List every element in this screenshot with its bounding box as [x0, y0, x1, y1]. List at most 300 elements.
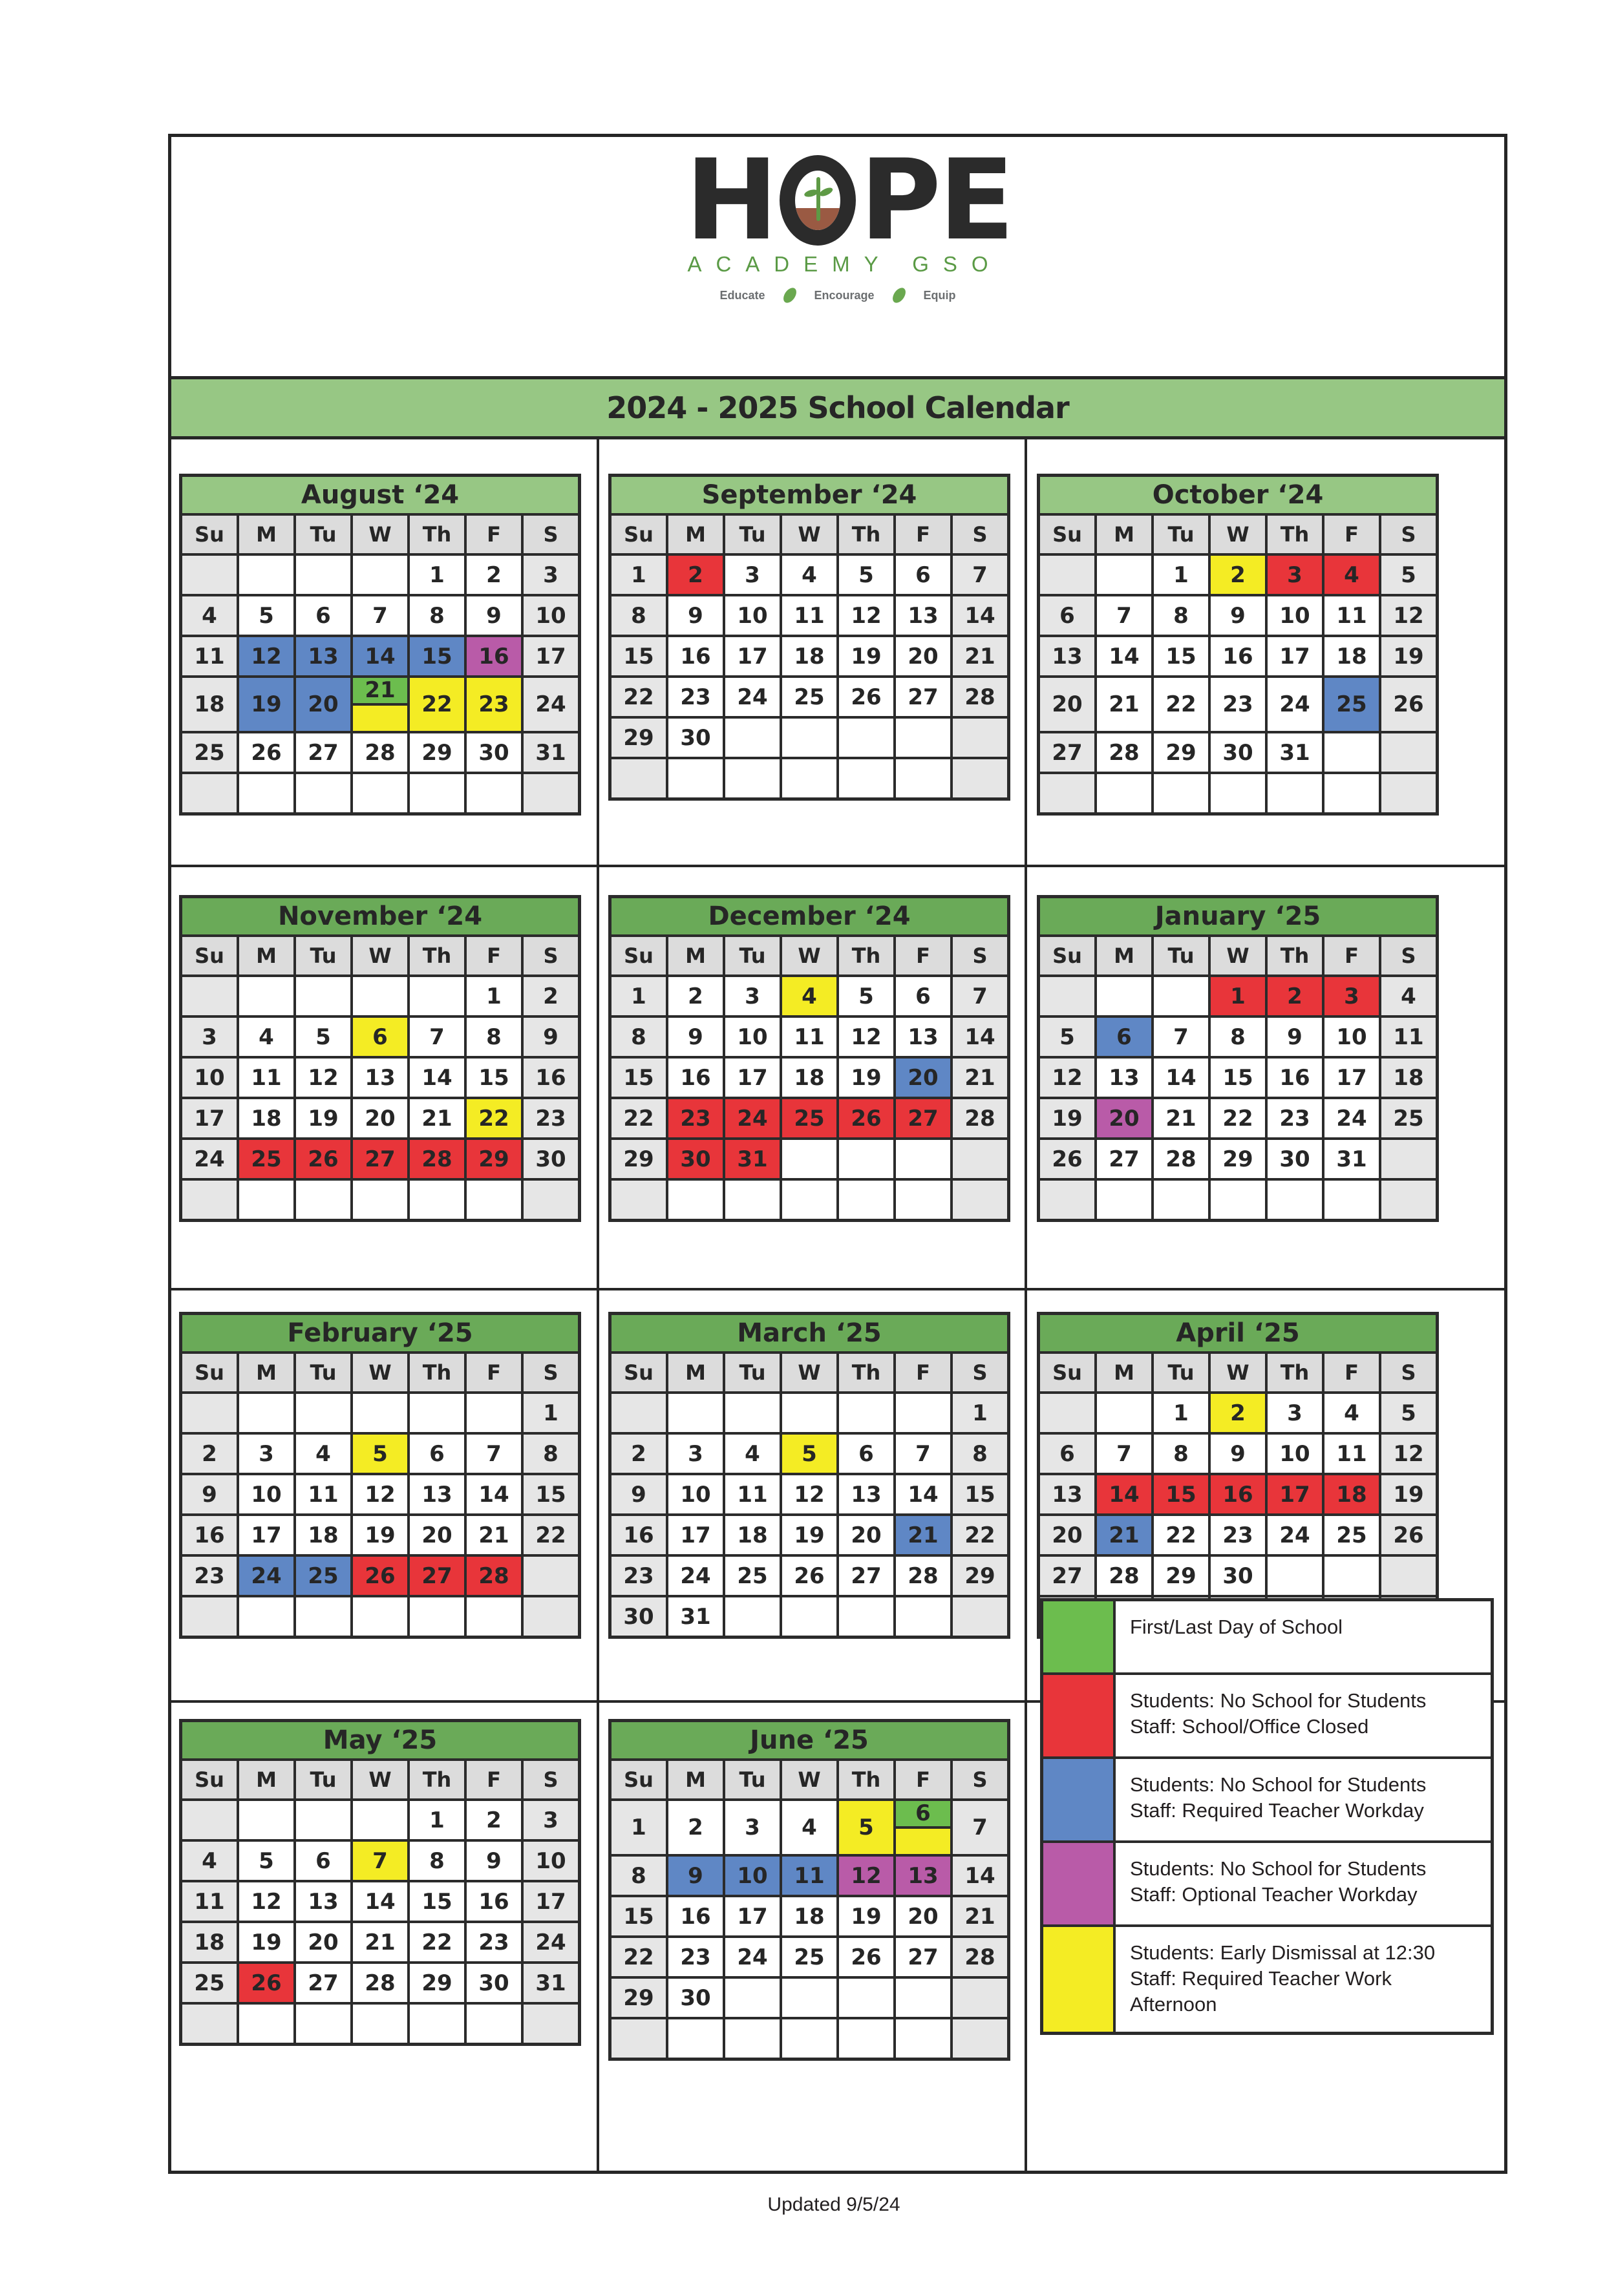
month-calendar	[179, 1719, 581, 2046]
empty-day	[182, 2005, 237, 2043]
calendar-day: 24	[524, 1923, 578, 1961]
calendar-day: 27	[410, 1557, 464, 1595]
empty-day	[782, 1979, 836, 2017]
calendar-day: 10	[1268, 596, 1322, 635]
empty-day	[353, 977, 407, 1015]
legend-line: Students: No School for Students	[1130, 1773, 1427, 1796]
empty-day	[296, 774, 350, 812]
empty-day	[524, 1181, 578, 1219]
calendar-day: 16	[182, 1516, 237, 1554]
weekday-header: F	[467, 1761, 521, 1798]
calendar-day: 2	[611, 1435, 666, 1473]
empty-day	[524, 1597, 578, 1636]
calendar-day: 14	[953, 596, 1007, 635]
weekday-header: Tu	[296, 1761, 350, 1798]
month-grid	[1040, 516, 1436, 812]
calendar-day: 6	[1040, 1435, 1094, 1473]
calendar-day: 16	[611, 1516, 666, 1554]
calendar-day: 29	[410, 733, 464, 772]
weekday-header: Su	[182, 937, 237, 974]
empty-day	[467, 1181, 521, 1219]
month-calendar	[608, 474, 1010, 801]
column-divider	[1025, 439, 1027, 2174]
calendar-day: 1	[467, 977, 521, 1015]
calendar-day: 19	[1381, 1475, 1436, 1513]
calendar-day: 21	[953, 637, 1007, 675]
weekday-header: Tu	[1154, 1354, 1208, 1391]
calendar-day: 10	[1268, 1435, 1322, 1473]
legend-item	[1043, 1601, 1491, 1672]
calendar-day: 23	[668, 1938, 723, 1976]
calendar-day: 17	[239, 1516, 293, 1554]
calendar-day: 25	[1381, 1099, 1436, 1137]
empty-day	[1268, 774, 1322, 812]
calendar-day: 20	[896, 1058, 950, 1097]
calendar-day: 13	[353, 1058, 407, 1097]
weekday-header: Th	[410, 937, 464, 974]
weekday-header: M	[668, 937, 723, 974]
calendar-day: 15	[467, 1058, 521, 1097]
month-title: June ‘25	[611, 1722, 1007, 1758]
month-title: May ‘25	[182, 1722, 578, 1758]
weekday-header: S	[524, 516, 578, 553]
calendar-day: 18	[239, 1099, 293, 1137]
weekday-header: Th	[410, 1761, 464, 1798]
empty-day	[1097, 1394, 1151, 1432]
empty-day	[410, 1181, 464, 1219]
empty-day	[896, 1181, 950, 1219]
empty-day	[1324, 733, 1379, 772]
calendar-day: 29	[611, 1140, 666, 1178]
empty-day	[182, 1394, 237, 1432]
calendar-day: 9	[668, 1018, 723, 1056]
empty-day	[725, 1979, 780, 2017]
empty-day	[953, 759, 1007, 797]
calendar-day: 19	[839, 1897, 893, 1935]
calendar-day: 27	[296, 1964, 350, 2002]
calendar-title-bar	[171, 376, 1504, 439]
weekday-header: S	[1381, 1354, 1436, 1391]
month-grid	[611, 516, 1007, 797]
calendar-day: 12	[1381, 596, 1436, 635]
empty-day	[896, 1979, 950, 2017]
calendar-day: 3	[524, 1801, 578, 1839]
logo-letters-pe: PE	[859, 135, 1012, 265]
calendar-day: 9	[1268, 1018, 1322, 1056]
calendar-day: 16	[668, 637, 723, 675]
calendar-day: 29	[410, 1964, 464, 2002]
calendar-day: 21	[896, 1516, 950, 1554]
calendar-day: 6	[353, 1018, 407, 1056]
month-calendar	[608, 1312, 1010, 1639]
empty-day	[725, 759, 780, 797]
calendar-day: 28	[896, 1557, 950, 1595]
calendar-day: 29	[1211, 1140, 1265, 1178]
month-title: September ‘24	[611, 477, 1007, 513]
month-calendar	[1037, 895, 1439, 1222]
calendar-day: 29	[611, 719, 666, 757]
empty-day	[410, 2005, 464, 2043]
row-divider	[171, 865, 1504, 867]
empty-day	[839, 1181, 893, 1219]
calendar-day: 18	[782, 1897, 836, 1935]
weekday-header: W	[782, 516, 836, 553]
empty-day	[524, 1557, 578, 1595]
calendar-day: 15	[524, 1475, 578, 1513]
calendar-day: 26	[296, 1140, 350, 1178]
empty-day	[1324, 1557, 1379, 1595]
calendar-day: 10	[182, 1058, 237, 1097]
empty-day	[1381, 1181, 1436, 1219]
calendar-day: 14	[1097, 637, 1151, 675]
calendar-day: 18	[1324, 1475, 1379, 1513]
weekday-header: S	[524, 937, 578, 974]
calendar-day: 14	[953, 1018, 1007, 1056]
calendar-day: 22	[611, 678, 666, 716]
calendar-day: 15	[611, 637, 666, 675]
empty-day	[467, 2005, 521, 2043]
calendar-day: 28	[1097, 733, 1151, 772]
leaf-icon	[780, 286, 798, 305]
weekday-header: M	[239, 937, 293, 974]
calendar-day: 1	[524, 1394, 578, 1432]
weekday-header: F	[1324, 1354, 1379, 1391]
calendar-day: 16	[668, 1897, 723, 1935]
calendar-day: 8	[1211, 1018, 1265, 1056]
calendar-day: 15	[410, 637, 464, 675]
calendar-day: 13	[839, 1475, 893, 1513]
calendar-day: 28	[1097, 1557, 1151, 1595]
empty-day	[839, 1394, 893, 1432]
weekday-header: Tu	[296, 516, 350, 553]
calendar-day: 15	[611, 1897, 666, 1935]
calendar-day: 20	[296, 1923, 350, 1961]
calendar-day: 25	[1324, 678, 1379, 731]
calendar-day: 17	[725, 637, 780, 675]
legend-line: Staff: Optional Teacher Workday	[1130, 1883, 1418, 1906]
calendar-day: 27	[896, 678, 950, 716]
empty-day	[896, 1140, 950, 1178]
empty-day	[611, 759, 666, 797]
calendar-day: 22	[524, 1516, 578, 1554]
page-title: 2024 - 2025 School Calendar	[606, 390, 1069, 425]
calendar-day: 24	[1324, 1099, 1379, 1137]
calendar-day: 1	[611, 977, 666, 1015]
empty-day	[953, 1181, 1007, 1219]
empty-day	[239, 556, 293, 594]
calendar-day: 13	[896, 1018, 950, 1056]
weekday-header: Tu	[296, 1354, 350, 1391]
calendar-day	[353, 678, 407, 731]
weekday-header: W	[353, 937, 407, 974]
empty-day	[611, 1394, 666, 1432]
calendar-day: 12	[1381, 1435, 1436, 1473]
legend-swatch	[1043, 1927, 1113, 2032]
weekday-header: Su	[611, 937, 666, 974]
calendar-day: 6	[296, 1842, 350, 1880]
month-grid	[611, 937, 1007, 1219]
calendar-day: 19	[296, 1099, 350, 1137]
empty-day	[782, 1181, 836, 1219]
weekday-header: M	[1097, 516, 1151, 553]
empty-day	[1381, 774, 1436, 812]
calendar-day: 5	[353, 1435, 407, 1473]
empty-day	[524, 2005, 578, 2043]
weekday-header: Su	[1040, 1354, 1094, 1391]
weekday-header: S	[524, 1354, 578, 1391]
calendar-day: 10	[668, 1475, 723, 1513]
empty-day	[239, 774, 293, 812]
month-grid	[611, 1354, 1007, 1636]
empty-day	[725, 1181, 780, 1219]
calendar-day: 25	[782, 1099, 836, 1137]
weekday-header: Su	[611, 1354, 666, 1391]
calendar-day: 17	[524, 637, 578, 675]
weekday-header: S	[1381, 516, 1436, 553]
calendar-day: 16	[1268, 1058, 1322, 1097]
calendar-day: 21	[1097, 1516, 1151, 1554]
calendar-day: 19	[239, 678, 293, 731]
empty-day	[782, 1140, 836, 1178]
seedling-icon	[780, 155, 856, 246]
calendar-day: 14	[953, 1857, 1007, 1895]
calendar-day: 20	[353, 1099, 407, 1137]
empty-day	[296, 1597, 350, 1636]
legend-swatch	[1043, 1675, 1113, 1756]
calendar-day: 7	[353, 596, 407, 635]
month-calendar	[179, 895, 581, 1222]
weekday-header: W	[353, 1354, 407, 1391]
empty-day	[353, 1181, 407, 1219]
calendar-day: 1	[410, 556, 464, 594]
calendar-day: 15	[1154, 637, 1208, 675]
weekday-header: S	[953, 1761, 1007, 1798]
calendar-day: 5	[1381, 1394, 1436, 1432]
calendar-day: 30	[1268, 1140, 1322, 1178]
month-calendar	[1037, 1312, 1439, 1639]
calendar-day: 19	[1040, 1099, 1094, 1137]
calendar-day: 13	[896, 1857, 950, 1895]
month-grid	[182, 937, 578, 1219]
calendar-day: 12	[296, 1058, 350, 1097]
empty-day	[1381, 1557, 1436, 1595]
calendar-day: 11	[782, 1857, 836, 1895]
weekday-header: Th	[1268, 937, 1322, 974]
empty-day	[410, 1597, 464, 1636]
weekday-header: M	[1097, 1354, 1151, 1391]
calendar-day: 4	[1324, 1394, 1379, 1432]
calendar-day: 27	[296, 733, 350, 772]
calendar-day: 20	[410, 1516, 464, 1554]
calendar-day: 4	[296, 1435, 350, 1473]
empty-day	[524, 774, 578, 812]
weekday-header: W	[782, 1761, 836, 1798]
calendar-day: 3	[1268, 556, 1322, 594]
calendar-day: 9	[182, 1475, 237, 1513]
calendar-day: 7	[410, 1018, 464, 1056]
calendar-day: 2	[467, 1801, 521, 1839]
calendar-day: 26	[239, 1964, 293, 2002]
weekday-header: W	[1211, 1354, 1265, 1391]
calendar-day: 2	[1268, 977, 1322, 1015]
empty-day	[668, 2019, 723, 2058]
calendar-day: 12	[782, 1475, 836, 1513]
empty-day	[410, 774, 464, 812]
calendar-day: 2	[524, 977, 578, 1015]
month-grid	[182, 1761, 578, 2043]
weekday-header: Th	[1268, 1354, 1322, 1391]
legend-line: Afternoon	[1130, 1993, 1217, 2016]
empty-day	[1097, 556, 1151, 594]
calendar-day: 21	[467, 1516, 521, 1554]
calendar-day: 4	[782, 977, 836, 1015]
logo-subtitle: ACADEMY GSO	[687, 252, 1003, 276]
calendar-day: 4	[782, 556, 836, 594]
calendar-day: 11	[239, 1058, 293, 1097]
calendar-day: 8	[953, 1435, 1007, 1473]
empty-day	[1097, 774, 1151, 812]
calendar-day: 11	[182, 637, 237, 675]
calendar-day: 3	[1324, 977, 1379, 1015]
calendar-day: 4	[239, 1018, 293, 1056]
legend-line: Students: No School for Students	[1130, 1689, 1427, 1712]
calendar-day: 31	[668, 1597, 723, 1636]
calendar-day: 26	[1381, 1516, 1436, 1554]
empty-day	[1154, 774, 1208, 812]
empty-day	[839, 1597, 893, 1636]
tagline-encourage: Encourage	[814, 288, 875, 302]
calendar-day: 4	[782, 1801, 836, 1854]
calendar-day: 25	[296, 1557, 350, 1595]
weekday-header: M	[239, 1354, 293, 1391]
calendar-day: 30	[668, 1140, 723, 1178]
calendar-day: 9	[467, 596, 521, 635]
empty-day	[839, 759, 893, 797]
month-title: December ‘24	[611, 898, 1007, 934]
legend-item	[1043, 1759, 1491, 1840]
month-calendar	[608, 895, 1010, 1222]
calendar-day: 30	[1211, 733, 1265, 772]
weekday-header: F	[1324, 937, 1379, 974]
calendar-day: 17	[524, 1882, 578, 1921]
empty-day	[296, 2005, 350, 2043]
calendar-day: 3	[182, 1018, 237, 1056]
calendar-day: 5	[239, 1842, 293, 1880]
legend-line: Students: Early Dismissal at 12:30	[1130, 1941, 1436, 1964]
calendar-day: 12	[1040, 1058, 1094, 1097]
calendar-day: 30	[1211, 1557, 1265, 1595]
empty-day	[1097, 977, 1151, 1015]
calendar-day: 22	[611, 1938, 666, 1976]
weekday-header: W	[353, 516, 407, 553]
calendar-day: 4	[182, 596, 237, 635]
legend-swatch	[1043, 1601, 1113, 1672]
leaf-icon	[890, 286, 908, 305]
calendar-day: 5	[239, 596, 293, 635]
calendar-day: 4	[1381, 977, 1436, 1015]
weekday-header: Su	[1040, 516, 1094, 553]
calendar-day: 10	[725, 1018, 780, 1056]
legend-line: Staff: School/Office Closed	[1130, 1715, 1369, 1738]
calendar-day: 28	[953, 1938, 1007, 1976]
empty-day	[1040, 1394, 1094, 1432]
calendar-day: 22	[410, 1923, 464, 1961]
empty-day	[953, 2019, 1007, 2058]
calendar-day: 14	[353, 637, 407, 675]
empty-day	[410, 977, 464, 1015]
calendar-day: 3	[725, 556, 780, 594]
calendar-day: 8	[467, 1018, 521, 1056]
legend-label	[1116, 1759, 1491, 1840]
empty-day	[782, 759, 836, 797]
calendar-day: 11	[782, 1018, 836, 1056]
empty-day	[839, 2019, 893, 2058]
calendar-day: 15	[410, 1882, 464, 1921]
calendar-day: 21	[1097, 678, 1151, 731]
calendar-day: 24	[725, 1938, 780, 1976]
calendar-day: 28	[953, 678, 1007, 716]
calendar-day: 23	[668, 1099, 723, 1137]
legend-label	[1116, 1843, 1491, 1924]
empty-day	[239, 1597, 293, 1636]
empty-day	[611, 1181, 666, 1219]
empty-day	[182, 977, 237, 1015]
weekday-header: Th	[839, 1761, 893, 1798]
weekday-header: S	[1381, 937, 1436, 974]
weekday-header: S	[953, 1354, 1007, 1391]
logo-letters-h: H	[685, 135, 776, 265]
calendar-day: 6	[1097, 1018, 1151, 1056]
calendar-day: 1	[1154, 556, 1208, 594]
calendar-day: 28	[353, 733, 407, 772]
empty-day	[668, 759, 723, 797]
calendar-day: 18	[782, 1058, 836, 1097]
calendar-day: 26	[839, 1099, 893, 1137]
calendar-day: 28	[1154, 1140, 1208, 1178]
month-title: March ‘25	[611, 1315, 1007, 1351]
calendar-day: 22	[1154, 678, 1208, 731]
calendar-day: 12	[839, 1857, 893, 1895]
calendar-day: 23	[1211, 678, 1265, 731]
legend-swatch	[1043, 1843, 1113, 1924]
calendar-day: 27	[353, 1140, 407, 1178]
empty-day	[953, 719, 1007, 757]
calendar-day: 13	[1097, 1058, 1151, 1097]
calendar-day: 6	[296, 596, 350, 635]
calendar-day: 17	[1268, 637, 1322, 675]
calendar-day: 12	[839, 1018, 893, 1056]
empty-day	[353, 1801, 407, 1839]
calendar-day: 5	[1381, 556, 1436, 594]
calendar-day: 8	[524, 1435, 578, 1473]
calendar-day: 22	[611, 1099, 666, 1137]
weekday-header: Th	[410, 516, 464, 553]
weekday-header: Tu	[725, 1761, 780, 1798]
empty-day	[725, 1394, 780, 1432]
weekday-header: Su	[182, 1761, 237, 1798]
empty-day	[410, 1394, 464, 1432]
legend-line: First/Last Day of School	[1130, 1616, 1343, 1638]
calendar-day: 1	[611, 556, 666, 594]
first-last-day-marker: 6	[896, 1801, 950, 1829]
empty-day	[725, 2019, 780, 2058]
calendar-day	[896, 1801, 950, 1854]
calendar-day: 19	[239, 1923, 293, 1961]
calendar-day: 10	[1324, 1018, 1379, 1056]
calendar-day: 2	[668, 977, 723, 1015]
calendar-day: 18	[1324, 637, 1379, 675]
empty-day	[182, 1181, 237, 1219]
